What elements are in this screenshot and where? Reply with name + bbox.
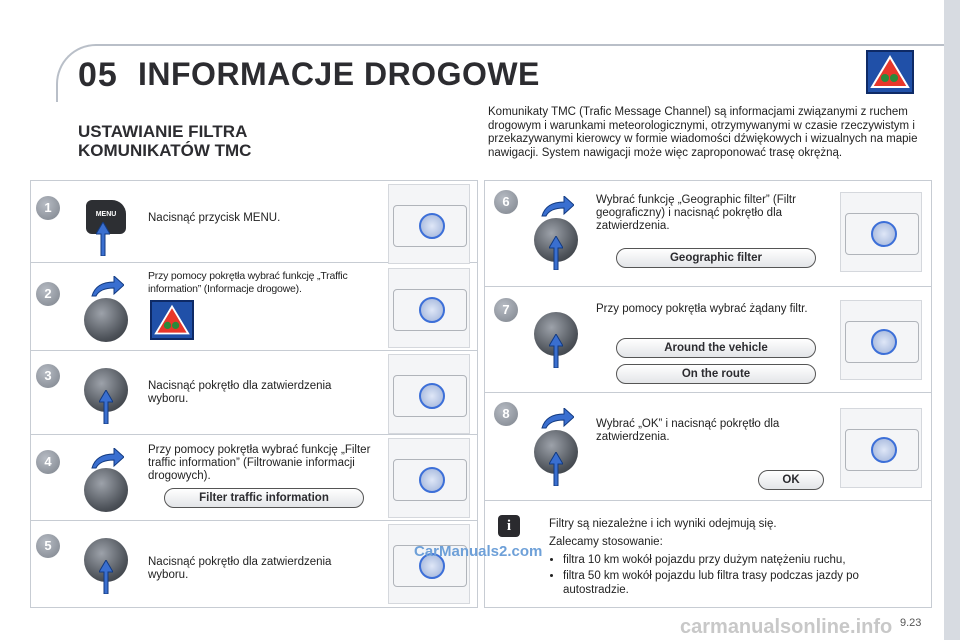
rotate-arrow-icon: [540, 196, 574, 218]
radio-unit-illustration: [388, 268, 470, 348]
option-geographic-filter: Geographic filter: [616, 248, 816, 268]
rotary-knob-icon: [84, 298, 128, 342]
radio-unit-illustration: [840, 192, 922, 272]
note-bullet: • filtra 10 km wokół pojazdu przy dużym natężeniu ruchu,: [563, 553, 919, 567]
step-number-3: 3: [36, 364, 60, 388]
step-number-2: 2: [36, 282, 60, 306]
note-line-1: Filtry są niezależne i ich wyniki odejmują się.: [549, 518, 777, 530]
press-arrow-icon: [549, 334, 563, 368]
intro-text: Komunikaty TMC (Trafic Message Channel) są informacjami związanymi z ruchem drogowym i warunkami meteorologicznymi, otrzymywanymi w czasie rzeczywistym i przekazywanymi kierowcy w formie wiadomości dźwiękowych i wizualnych na mapie nawigacji. System nawigacji może więc zaproponować trasę okrężną.: [488, 106, 918, 159]
step-text-5: Nacisnąć pokrętło dla zatwierdzenia wyboru.: [148, 556, 332, 581]
step-number-5: 5: [36, 534, 60, 558]
step-number-1: 1: [36, 196, 60, 220]
watermark-bottom: carmanualsonline.info: [680, 616, 893, 638]
page-title: INFORMACJE DROGOWE: [138, 56, 540, 92]
rotary-knob-icon: [84, 468, 128, 512]
page-edge-bar: [944, 0, 960, 640]
radio-unit-illustration: [388, 524, 470, 604]
step-number-6: 6: [494, 190, 518, 214]
page-number: 9.23: [900, 617, 922, 629]
menu-button-icon: MENU: [86, 200, 126, 234]
section-title-line1: USTAWIANIE FILTRA: [78, 122, 248, 141]
step-text-8: Wybrać „OK” i nacisnąć pokrętło dla zatwierdzenia.: [596, 418, 780, 443]
press-arrow-icon: [99, 560, 113, 594]
press-arrow-icon: [549, 452, 563, 486]
option-around-the-vehicle: Around the vehicle: [616, 338, 816, 358]
section-title: [78, 122, 251, 160]
press-arrow-icon: [549, 236, 563, 270]
step-number-4: 4: [36, 450, 60, 474]
radio-unit-illustration: [840, 300, 922, 380]
step-text-7: Przy pomocy pokrętła wybrać żądany filtr.: [596, 303, 808, 315]
step-text-1: Nacisnąć przycisk MENU.: [148, 212, 281, 224]
radio-unit-illustration: [388, 184, 470, 264]
traffic-information-icon: [150, 300, 194, 340]
rotate-arrow-icon: [540, 408, 574, 430]
chapter-number: 05: [78, 56, 118, 94]
info-icon: i: [498, 515, 520, 537]
option-filter-traffic-information: Filter traffic information: [164, 488, 364, 508]
section-title-line2: KOMUNIKATÓW TMC: [78, 141, 252, 160]
radio-unit-illustration: [388, 354, 470, 434]
watermark-left: CarManuals2.com: [414, 543, 543, 560]
rotate-arrow-icon: [90, 276, 124, 298]
rotate-arrow-icon: [90, 448, 124, 470]
radio-unit-illustration: [840, 408, 922, 488]
step-text-2: Przy pomocy pokrętła wybrać funkcję „Traffic information” (Informacje drogowe).: [148, 270, 348, 295]
note-text: [549, 517, 919, 599]
press-arrow-icon: [99, 390, 113, 424]
note-line-2: Zalecamy stosowanie:: [549, 536, 663, 548]
option-on-the-route: On the route: [616, 364, 816, 384]
option-ok: OK: [758, 470, 824, 490]
press-arrow-icon: [96, 222, 110, 256]
radio-unit-illustration: [388, 438, 470, 518]
step-number-8: 8: [494, 402, 518, 426]
traffic-warning-icon: [866, 50, 914, 94]
step-text-4: Przy pomocy pokrętła wybrać funkcję „Filter traffic information” (Filtrowanie informacji drogowych).: [148, 444, 371, 482]
step-text-3: Nacisnąć pokrętło dla zatwierdzenia wyboru.: [148, 380, 332, 405]
note-bullet: • filtra 50 km wokół pojazdu lub filtra trasy podczas jazdy po autostradzie.: [563, 569, 919, 597]
step-text-6: Wybrać funkcję „Geographic filter” (Filtr geograficzny) i nacisnąć pokrętło dla zatwierdzenia.: [596, 194, 796, 232]
note-bullets: [549, 553, 919, 597]
step-number-7: 7: [494, 298, 518, 322]
